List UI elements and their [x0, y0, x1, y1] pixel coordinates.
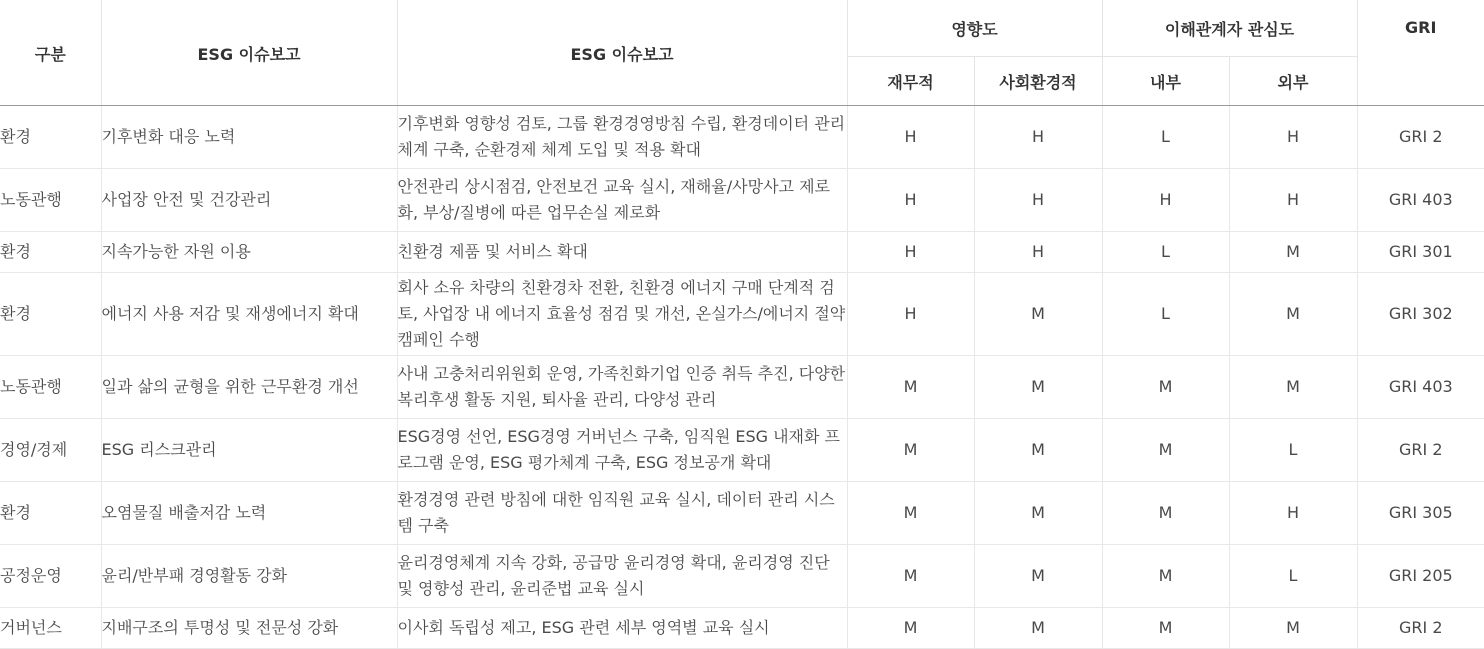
cell-external: M: [1229, 608, 1357, 649]
header-stakeholder-internal: 내부: [1102, 57, 1229, 106]
cell-external: L: [1229, 419, 1357, 482]
cell-external: H: [1229, 482, 1357, 545]
cell-internal: L: [1102, 232, 1229, 273]
cell-internal: M: [1102, 482, 1229, 545]
cell-social-env: M: [974, 482, 1102, 545]
cell-category: 경영/경제: [0, 419, 101, 482]
table-row: [0, 232, 1484, 273]
cell-description: 친환경 제품 및 서비스 확대: [397, 232, 847, 273]
cell-internal: L: [1102, 273, 1229, 356]
cell-external: H: [1229, 169, 1357, 232]
table-row: [0, 419, 1484, 482]
cell-financial: H: [847, 106, 974, 169]
cell-financial: H: [847, 273, 974, 356]
cell-internal: M: [1102, 356, 1229, 419]
table-row: [0, 356, 1484, 419]
cell-external: H: [1229, 106, 1357, 169]
cell-description: ESG경영 선언, ESG경영 거버넌스 구축, 임직원 ESG 내재화 프로그램 운영, ESG 평가체계 구축, ESG 정보공개 확대: [397, 419, 847, 482]
cell-gri: GRI 302: [1357, 273, 1484, 356]
cell-issue: 사업장 안전 및 건강관리: [101, 169, 397, 232]
cell-gri: GRI 205: [1357, 545, 1484, 608]
header-category: 구분: [0, 0, 101, 106]
cell-financial: H: [847, 169, 974, 232]
cell-issue: 에너지 사용 저감 및 재생에너지 확대: [101, 273, 397, 356]
table-row: [0, 545, 1484, 608]
table-row: [0, 482, 1484, 545]
cell-internal: L: [1102, 106, 1229, 169]
header-issue: ESG 이슈보고: [101, 0, 397, 106]
cell-social-env: H: [974, 232, 1102, 273]
header-impact-social-env: 사회환경적: [974, 57, 1102, 106]
cell-description: 안전관리 상시점검, 안전보건 교육 실시, 재해율/사망사고 제로화, 부상/질병에 따른 업무손실 제로화: [397, 169, 847, 232]
table-row: [0, 169, 1484, 232]
cell-financial: H: [847, 232, 974, 273]
cell-financial: M: [847, 482, 974, 545]
cell-issue: 윤리/반부패 경영활동 강화: [101, 545, 397, 608]
header-impact-financial: 재무적: [847, 57, 974, 106]
cell-financial: M: [847, 356, 974, 419]
table-body: [0, 106, 1484, 649]
cell-financial: M: [847, 608, 974, 649]
cell-financial: M: [847, 419, 974, 482]
header-gri: GRI: [1357, 0, 1484, 106]
cell-social-env: H: [974, 106, 1102, 169]
cell-issue: 지배구조의 투명성 및 전문성 강화: [101, 608, 397, 649]
cell-description: 이사회 독립성 제고, ESG 관련 세부 영역별 교육 실시: [397, 608, 847, 649]
cell-gri: GRI 305: [1357, 482, 1484, 545]
cell-description: 환경경영 관련 방침에 대한 임직원 교육 실시, 데이터 관리 시스템 구축: [397, 482, 847, 545]
table-row: [0, 106, 1484, 169]
cell-description: 회사 소유 차량의 친환경차 전환, 친환경 에너지 구매 단계적 검토, 사업장 내 에너지 효율성 점검 및 개선, 온실가스/에너지 절약 캠페인 수행: [397, 273, 847, 356]
cell-social-env: M: [974, 356, 1102, 419]
cell-description: 사내 고충처리위원회 운영, 가족친화기업 인증 취득 추진, 다양한 복리후생 활동 지원, 퇴사율 관리, 다양성 관리: [397, 356, 847, 419]
cell-category: 노동관행: [0, 169, 101, 232]
cell-internal: M: [1102, 545, 1229, 608]
cell-category: 노동관행: [0, 356, 101, 419]
cell-issue: 기후변화 대응 노력: [101, 106, 397, 169]
cell-category: 거버넌스: [0, 608, 101, 649]
cell-social-env: M: [974, 273, 1102, 356]
cell-internal: M: [1102, 608, 1229, 649]
cell-category: 환경: [0, 232, 101, 273]
cell-external: M: [1229, 273, 1357, 356]
cell-category: 공정운영: [0, 545, 101, 608]
cell-category: 환경: [0, 273, 101, 356]
header-stakeholder-external: 외부: [1229, 57, 1357, 106]
cell-description: 윤리경영체계 지속 강화, 공급망 윤리경영 확대, 윤리경영 진단 및 영향성 관리, 윤리준법 교육 실시: [397, 545, 847, 608]
header-description: ESG 이슈보고: [397, 0, 847, 106]
cell-internal: M: [1102, 419, 1229, 482]
cell-category: 환경: [0, 106, 101, 169]
cell-financial: M: [847, 545, 974, 608]
cell-issue: ESG 리스크관리: [101, 419, 397, 482]
table-header: [0, 0, 1484, 106]
cell-gri: GRI 2: [1357, 608, 1484, 649]
cell-gri: GRI 403: [1357, 356, 1484, 419]
header-stakeholder: 이해관계자 관심도: [1102, 0, 1357, 57]
cell-social-env: M: [974, 608, 1102, 649]
table-row: [0, 273, 1484, 356]
cell-gri: GRI 403: [1357, 169, 1484, 232]
cell-internal: H: [1102, 169, 1229, 232]
cell-gri: GRI 2: [1357, 419, 1484, 482]
cell-category: 환경: [0, 482, 101, 545]
cell-social-env: M: [974, 545, 1102, 608]
cell-description: 기후변화 영향성 검토, 그룹 환경경영방침 수립, 환경데이터 관리체계 구축, 순환경제 체계 도입 및 적용 확대: [397, 106, 847, 169]
cell-issue: 지속가능한 자원 이용: [101, 232, 397, 273]
cell-external: M: [1229, 232, 1357, 273]
cell-external: M: [1229, 356, 1357, 419]
cell-gri: GRI 2: [1357, 106, 1484, 169]
cell-social-env: M: [974, 419, 1102, 482]
cell-social-env: H: [974, 169, 1102, 232]
cell-gri: GRI 301: [1357, 232, 1484, 273]
cell-external: L: [1229, 545, 1357, 608]
header-impact: 영향도: [847, 0, 1102, 57]
cell-issue: 일과 삶의 균형을 위한 근무환경 개선: [101, 356, 397, 419]
cell-issue: 오염물질 배출저감 노력: [101, 482, 397, 545]
table-row: [0, 608, 1484, 649]
